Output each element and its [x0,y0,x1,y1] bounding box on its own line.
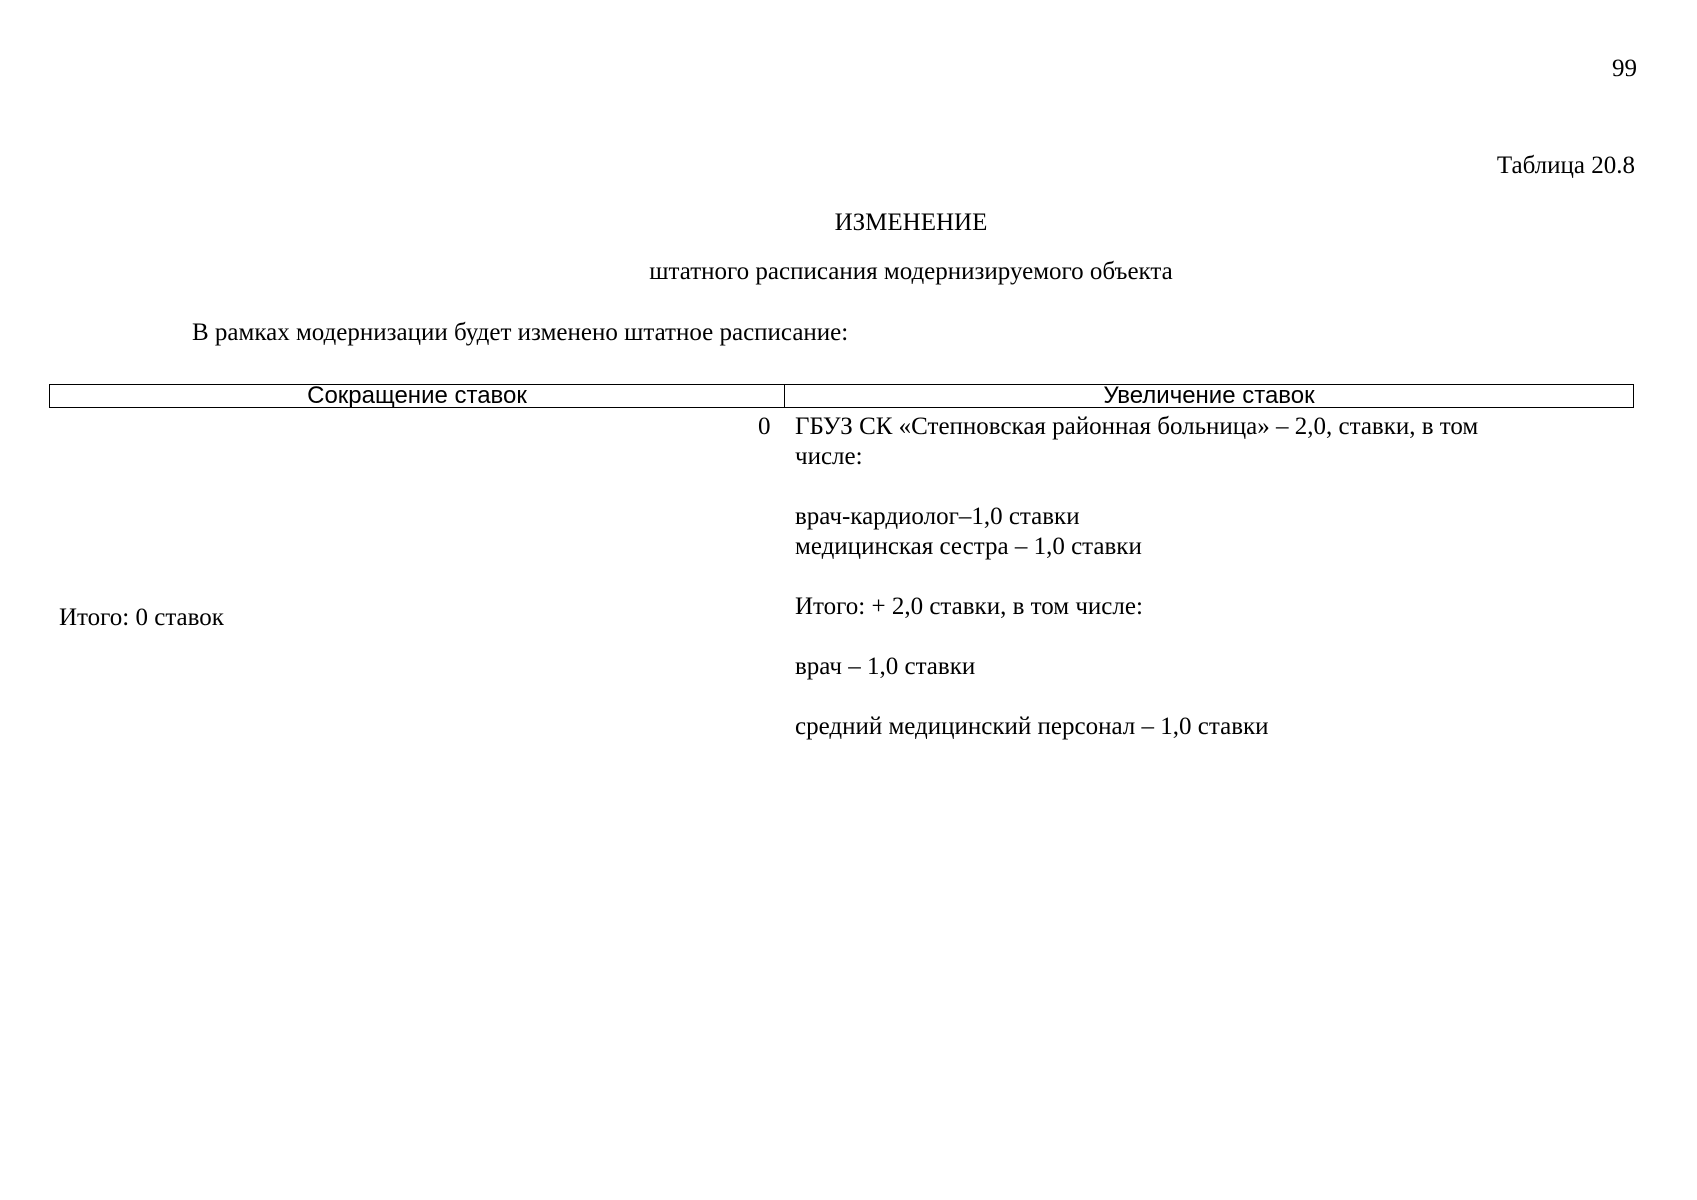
page-number: 99 [1612,55,1637,82]
breakdown-item: врач – 1,0 ставки [795,653,976,680]
table-label: Таблица 20.8 [1496,152,1635,179]
table-header [49,384,1634,408]
document-subtitle: штатного расписания модернизируемого объекта [649,258,1173,285]
breakdown-item: средний медицинский персонал – 1,0 ставки [795,713,1269,740]
reduction-value: 0 [758,413,771,440]
increase-details [795,412,1478,742]
header-reduction: Сокращение ставок [50,385,785,407]
header-increase: Увеличение ставок [1103,385,1315,407]
document-title: ИЗМЕНЕНИЕ [834,209,988,236]
intro-text: В рамках модернизации будет изменено штатное расписание: [192,319,849,346]
institution-line: ГБУЗ СК «Степновская районная больница» – 2,0, ставки, в том [795,413,1479,440]
increase-item: врач-кардиолог–1,0 ставки [795,503,1080,530]
reduction-total: Итого: 0 ставок [59,604,224,631]
increase-total: Итого: + 2,0 ставки, в том числе: [795,593,1143,620]
increase-item: медицинская сестра – 1,0 ставки [795,533,1142,560]
institution-line-cont: числе: [795,443,863,470]
